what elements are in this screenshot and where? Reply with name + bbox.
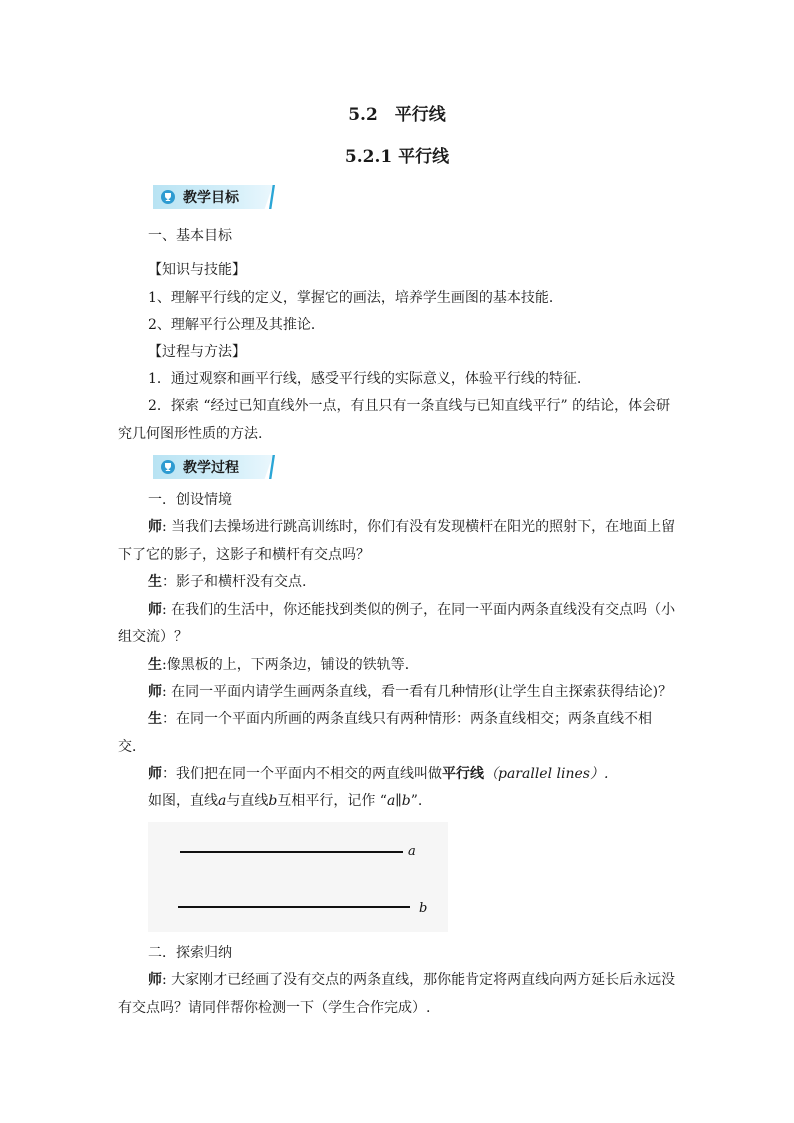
step-heading: 二．探索归纳 xyxy=(148,945,232,961)
parallel-lines-figure xyxy=(148,822,448,932)
student-label: 生 xyxy=(148,574,162,590)
basic-goals-heading: 一、基本目标 xyxy=(148,228,232,244)
dialogue-line-cont: 下了它的影子，这影子和横杆有交点吗？ xyxy=(118,547,370,563)
teaching-process-banner xyxy=(153,455,239,479)
dialogue-line: 师: 在同一平面内请学生画两条直线，看一看有几种情形(让学生自主探索获得结论)？ xyxy=(148,684,673,700)
dialogue-line-cont: 组交流）？ xyxy=(118,629,188,645)
dialogue-line: 师: 在我们的生活中，你还能找到类似的例子，在同一平面内两条直线没有交点吗（小 xyxy=(148,602,676,618)
goal-item: 2．探索 “经过已知直线外一点，有且只有一条直线与已知直线平行” 的结论，体会研 xyxy=(148,398,671,414)
trophy-icon xyxy=(161,460,175,474)
dialogue-line: 师：我们把在同一个平面内不相交的两直线叫做平行线（parallel lines）. xyxy=(148,766,609,782)
dialogue-line-cont: 交． xyxy=(118,739,146,755)
subsection-title: 5.2.1 平行线 xyxy=(344,147,450,167)
goal-item: 1、理解平行线的定义，掌握它的画法，培养学生画图的基本技能． xyxy=(148,290,563,306)
teacher-label: 师 xyxy=(148,602,162,618)
goal-item-cont: 究几何图形性质的方法. xyxy=(118,426,263,442)
dialogue-line: 生：影子和横杆没有交点. xyxy=(148,574,307,590)
teacher-label: 师 xyxy=(148,766,162,782)
knowledge-heading: 【知识与技能】 xyxy=(148,262,246,278)
teacher-label: 师 xyxy=(148,519,162,535)
teacher-label: 师 xyxy=(148,972,162,988)
goal-item: 1．通过观察和画平行线，感受平行线的实际意义，体验平行线的特征. xyxy=(148,371,582,387)
teaching-goals-banner xyxy=(153,185,239,209)
student-label: 生 xyxy=(148,711,162,727)
line-b-label: b xyxy=(419,901,428,916)
figure-caption: 如图，直线a与直线b互相平行，记作 “a∥b”. xyxy=(148,793,423,809)
student-label: 生 xyxy=(148,657,162,673)
process-heading: 【过程与方法】 xyxy=(148,344,246,360)
dialogue-line-cont: 有交点吗？请同伴帮你检测一下（学生合作完成）. xyxy=(118,1000,431,1016)
dialogue-line: 师: 当我们去操场进行跳高训练时，你们有没有发现横杆在阳光的照射下，在地面上留 xyxy=(148,519,676,535)
key-term: 平行线 xyxy=(442,766,484,782)
step-heading: 一．创设情境 xyxy=(148,492,232,508)
trophy-icon xyxy=(161,190,175,204)
section-title: 5.2 平行线 xyxy=(348,105,446,125)
teacher-label: 师 xyxy=(148,684,162,700)
dialogue-line: 师: 大家刚才已经画了没有交点的两条直线，那你能肯定将两直线向两方延长后永远没 xyxy=(148,972,676,988)
band-label: 教学目标 xyxy=(183,190,239,206)
dialogue-line: 生：在同一个平面内所画的两条直线只有两种情形：两条直线相交；两条直线不相 xyxy=(148,711,652,727)
line-a-label: a xyxy=(408,844,416,859)
band-label: 教学过程 xyxy=(183,460,239,476)
dialogue-line: 生:像黑板的上，下两条边，铺设的铁轨等． xyxy=(148,657,419,673)
goal-item: 2、理解平行公理及其推论． xyxy=(148,317,325,333)
